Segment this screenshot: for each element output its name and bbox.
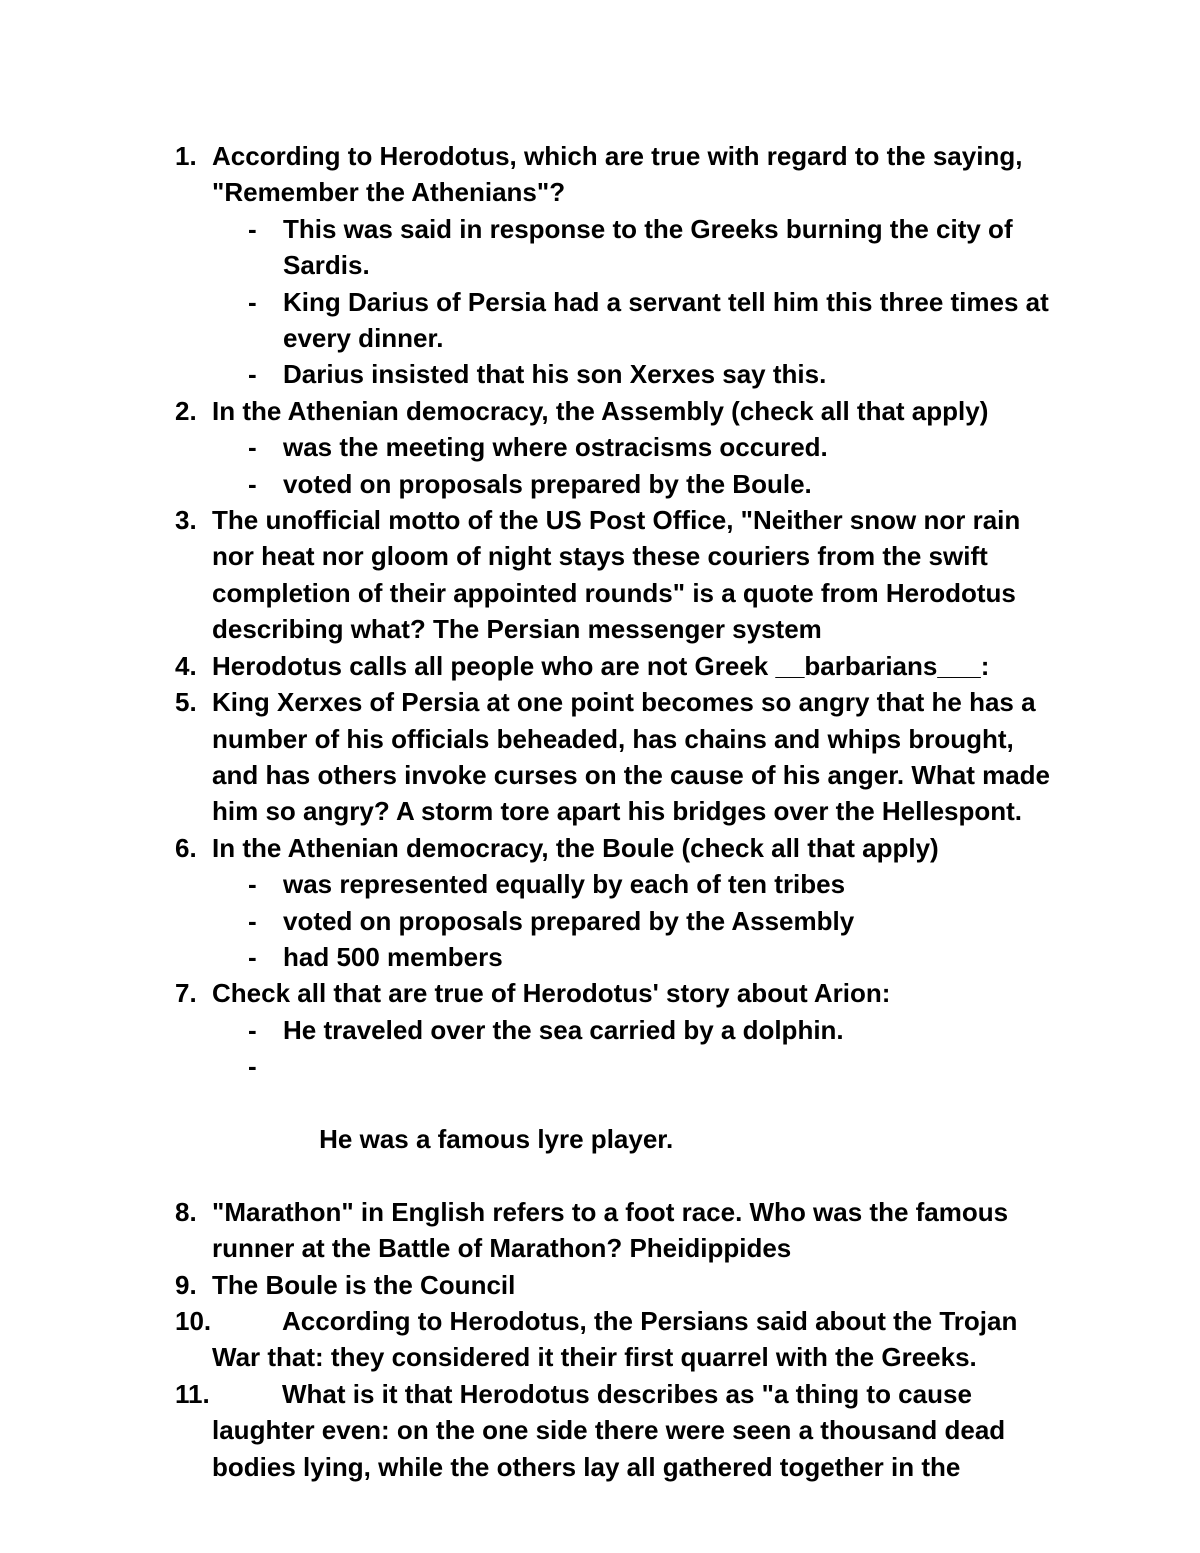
- option-item: [0, 903, 1063, 939]
- question-7: [0, 975, 1062, 1011]
- question-text-rest: War that: they considered it their first quarrel with the Greeks.: [212, 1342, 977, 1373]
- option-item: [0, 866, 1063, 902]
- question-2: [0, 393, 1062, 429]
- question-10: [0, 1303, 1062, 1376]
- question-text-first-line: According to Herodotus, the Persians said about the Trojan: [282, 1306, 1018, 1336]
- option-item: [0, 211, 1063, 284]
- option-item: [0, 939, 1063, 975]
- dash-bullet: -: [248, 941, 257, 972]
- document-page: [0, 138, 1200, 1485]
- option-item: [0, 1012, 1063, 1048]
- dash-bullet: -: [248, 1051, 257, 1082]
- option-text: He traveled over the sea carried by a dolphin.: [283, 1014, 844, 1045]
- option-item: [0, 284, 1063, 357]
- question-number: 1.: [175, 141, 197, 171]
- question-text-first-line: What is it that Herodotus describes as "a thing to cause: [282, 1378, 972, 1409]
- question-number: 7.: [175, 978, 197, 1009]
- option-text: was the meeting where ostracisms occured.: [283, 432, 828, 463]
- dash-bullet: -: [248, 359, 257, 390]
- question-number: 2.: [175, 395, 197, 426]
- option-item: [0, 466, 1063, 502]
- question-text: In the Athenian democracy, the Boule (check all that apply): [212, 832, 939, 863]
- question-5: [0, 684, 1062, 830]
- option-text: voted on proposals prepared by the Assembly: [283, 905, 855, 936]
- dash-bullet: -: [248, 869, 257, 900]
- dash-bullet: -: [248, 286, 257, 317]
- dash-bullet: -: [248, 432, 257, 463]
- question-9: [0, 1267, 1062, 1303]
- question-number: 6.: [175, 832, 197, 863]
- dash-bullet: -: [248, 905, 257, 936]
- option-item: [0, 356, 1063, 392]
- question-6: [0, 830, 1062, 866]
- question-3: [0, 502, 1062, 648]
- question-text: According to Herodotus, which are true with regard to the saying, "Remember the Athenians"?: [212, 141, 1023, 208]
- question-1: [0, 138, 1062, 211]
- question-number: 5.: [175, 687, 197, 718]
- question-4: [0, 648, 1062, 684]
- option-text: He was a famous lyre player.: [311, 1123, 674, 1154]
- question-text: Herodotus calls all people who are not Greek __barbarians___:: [212, 650, 990, 681]
- question-number: 9.: [175, 1269, 197, 1300]
- question-text: "Marathon" in English refers to a foot race. Who was the famous runner at the Battle of Marathon? Pheidippides: [212, 1196, 1009, 1264]
- question-text-rest: laughter even: on the one side there were seen a thousand dead bodies lying, while the others lay all gathered together in the: [212, 1415, 1006, 1482]
- option-item: [0, 1048, 1063, 1194]
- question-number: 4.: [175, 650, 197, 681]
- option-text: Darius insisted that his son Xerxes say this.: [283, 359, 827, 390]
- question-text: The Boule is the Council: [212, 1269, 516, 1300]
- dash-bullet: -: [248, 468, 257, 499]
- option-text: This was said in response to the Greeks burning the city of Sardis.: [283, 213, 1013, 281]
- dash-bullet: -: [248, 213, 257, 244]
- question-8: [0, 1194, 1062, 1267]
- dash-bullet: -: [248, 1014, 257, 1045]
- option-text: was represented equally by each of ten tribes: [283, 869, 846, 900]
- question-number: 3.: [175, 505, 197, 536]
- question-text: The unofficial motto of the US Post Office, "Neither snow nor rain nor heat nor gloom of night stays these couriers from the swift completion of their appointed rounds" is a quote from Herodotus describing what? The Persian messenger system: [212, 505, 1021, 645]
- question-number: 11.: [175, 1378, 210, 1409]
- question-text: In the Athenian democracy, the Assembly (check all that apply): [212, 395, 989, 426]
- question-text: Check all that are true of Herodotus' story about Arion:: [212, 978, 891, 1009]
- question-text: King Xerxes of Persia at one point becomes so angry that he has a number of his officials beheaded, has chains and whips brought, and has others invoke curses on the cause of his anger. What made him so angry? A storm tore apart his bridges over the Hellespont.: [212, 687, 1051, 827]
- question-number: 10.: [175, 1306, 212, 1336]
- option-text: voted on proposals prepared by the Boule.: [283, 468, 812, 499]
- question-number: 8.: [175, 1196, 197, 1227]
- option-text: King Darius of Persia had a servant tell him this three times at every dinner.: [283, 286, 1049, 354]
- option-item: [0, 429, 1063, 465]
- question-11: [0, 1376, 1062, 1485]
- option-text: had 500 members: [283, 941, 503, 972]
